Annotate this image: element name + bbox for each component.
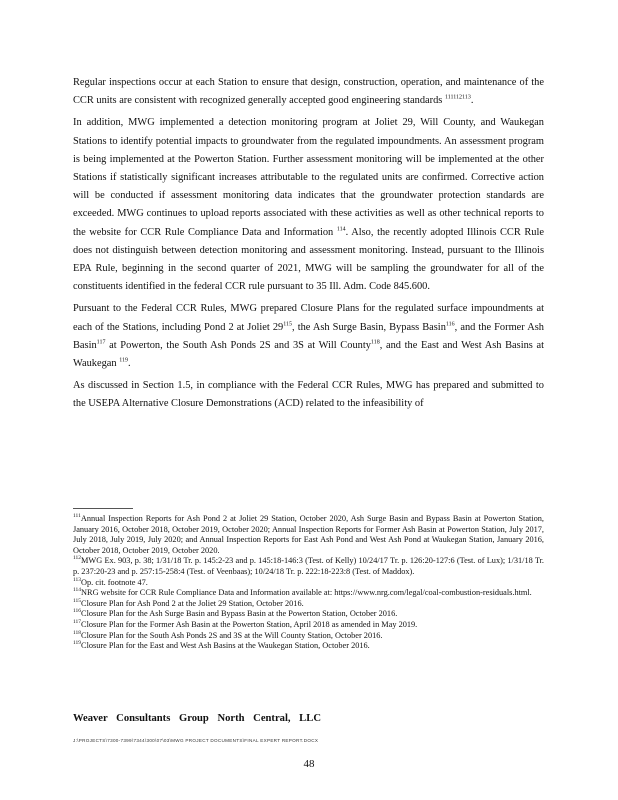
footnote-separator <box>73 508 133 509</box>
footnote: $^{111}$Annual Inspection Reports for Ash Pond 2 at Joliet 29 Station, October 2020, Ash Surge Basin and Bypass Basin at Powerton Station, January 2016, October 2018, October 2019, October 2020; Annual Inspection Reports for Former Ash Basin at Powerton Station, July 2017, July 2018, July 2019, July 2020; and Annual Inspection Reports for East Ash Pond and West Ash Pond at Waukegan Station, January 2016, October 2018, October 2019, October 2020. <box>73 513 544 555</box>
footnote: $^{117}$Closure Plan for the Former Ash Basin at the Powerton Station, April 2018 as amended in May 2019. <box>73 619 418 629</box>
page-number: 48 <box>303 758 315 770</box>
footnote: $^{112}$MWG Ex. 903, p. 38; 1/31/18 Tr. p. 145:2-23 and p. 145:18-146:3 (Test. of Kelly) 10/24/17 Tr. p. 126:20-127:6 (Test. of Lux); 1/31/18 Tr. p. 237:20-23 and p. 257:15-258:4 (Test. of Veenbaas); 10/24/18 Tr. p. 222:18-223:8 (Test. of Maddox). <box>73 555 544 576</box>
paragraph-acd: As discussed in Section 1.5, in compliance with the Federal CCR Rules, MWG has prepared and submitted to the USEPA Alternative Closure Demonstrations (ACD) related to the infeasibility of <box>73 380 544 410</box>
body-text <box>73 74 544 418</box>
footnote: $^{114}$NRG website for CCR Rule Compliance Data and Information available at: https://www.nrg.com/legal/coal-combustion-residuals.html. <box>73 587 532 598</box>
footnote: $^{115}$Closure Plan for Ash Pond 2 at the Joliet 29 Station, October 2016. <box>73 597 304 608</box>
paragraph-monitoring: In addition, MWG implemented a detection monitoring program at Joliet 29, Will County, and Waukegan Stations to identify potential impacts to groundwater from the regulated impoundments. An assessment program is being implemented at the Powerton Station. Further assessment monitoring will be implemented at the other Stations if statistically significant increases attributable to the regulated units are confirmed. Corrective action will be conducted if assessment monitoring data indicates that the groundwater protection standards are exceeded. MWG continues to upload reports associated with these activities as well as other technical reports to the website for CCR Rule Compliance Data and Information $^{114}$. Also, the recently adopted Illinois CCR Rule does not distinguish between detection monitoring and assessment monitoring. Instead, pursuant to the Illinois EPA Rule, beginning in the second quarter of 2021, MWG will be sampling the groundwater for all of the constituents identified in the federal CCR rule pursuant to 35 Ill. Adm. Code 845.600. <box>73 117 544 293</box>
footnotes <box>73 514 544 652</box>
footer-file-path: J:\PROJECTS\7300-7399\7344\300\07\03\MWG PROJECT DOCUMENTS\FINAL EXPERT REPORT.DOCX <box>73 738 319 743</box>
paragraph-inspections: Regular inspections occur at each Station to ensure that design, construction, operation, and maintenance of the CCR units are consistent with recognized generally accepted good engineering standards $^{111112113}$. <box>73 77 544 107</box>
paragraph-closure-plans: Pursuant to the Federal CCR Rules, MWG prepared Closure Plans for the regulated surface impoundments at each of the Stations, including Pond 2 at Joliet $29^{115}$, the Ash Surge Basin, Bypass Basin$^{116}$, and the Former Ash Basin$^{117}$ at Powerton, the South Ash Ponds 2S and 3S at Will County$^{118}$, and the East and West Ash Basins at Waukegan $^{119}$. <box>73 303 544 370</box>
footnote: $^{118}$Closure Plan for the South Ash Ponds 2S and 3S at the Will County Station, October 2016. <box>73 629 383 640</box>
footnote: $^{113}$Op. cit. footnote 47. <box>73 576 148 587</box>
footnote: $^{116}$Closure Plan for the Ash Surge Basin and Bypass Basin at the Powerton Station, October 2016. <box>73 608 398 619</box>
footer-company-name: Weaver Consultants Group North Central, LLC <box>73 713 321 724</box>
footnote: $^{119}$Closure Plan for the East and West Ash Basins at the Waukegan Station, October 2016. <box>73 640 370 651</box>
